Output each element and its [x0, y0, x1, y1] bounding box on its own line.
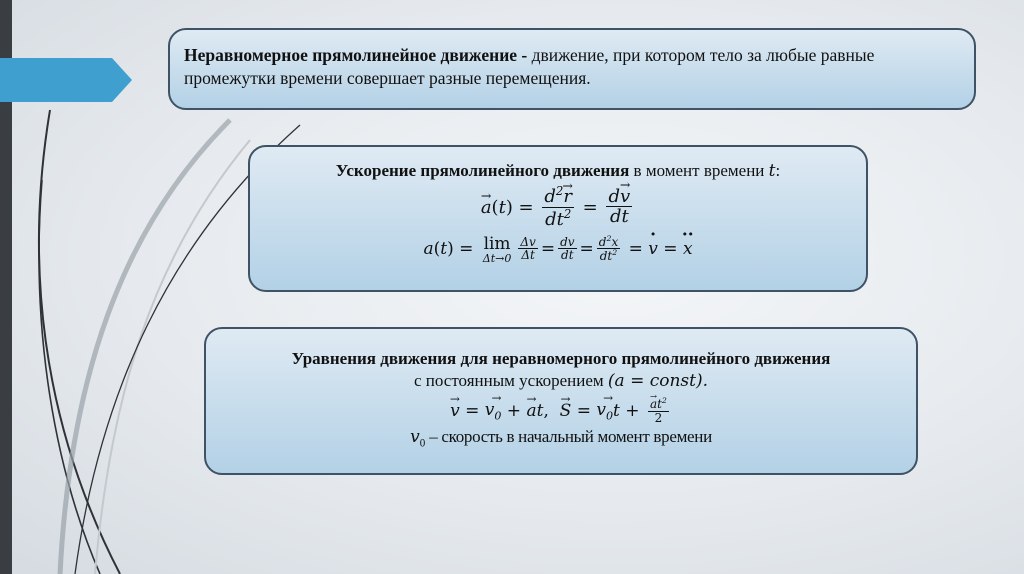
acceleration-heading-bold: Ускорение прямолинейного движения: [335, 161, 630, 180]
acceleration-box: [248, 145, 868, 292]
acceleration-heading-text: в момент времени: [629, 161, 769, 180]
definition-box: [168, 28, 976, 110]
initial-velocity-note: [206, 427, 916, 449]
acceleration-heading-colon: :: [775, 161, 781, 180]
initial-velocity-var: v: [410, 426, 420, 447]
definition-term: Неравномерное прямолинейное движение -: [184, 45, 532, 65]
acceleration-heading-var: t: [768, 161, 776, 181]
equations-box: [204, 327, 918, 475]
acceleration-heading: [250, 161, 866, 181]
slide-arrow-marker: [0, 58, 132, 102]
initial-velocity-sub: 0: [419, 437, 426, 450]
acceleration-scalar-formula: a ( t ) = lim Δt→0 $\frac{\Delta v}{\Delta t}$ = $\frac{dv}{dt}$ = $\frac{d^2x}{dt^2}$ = · v = ·· x: [250, 234, 866, 265]
equations-subheading-formula: (a = const).: [607, 371, 709, 391]
equations-subheading: [206, 371, 916, 391]
acceleration-vector-formula: → a ( t ) = $\frac{d^2\to r}{dt^2}$ = $\frac{d\to v}{dt}$: [250, 185, 866, 230]
initial-velocity-text: – скорость в начальный момент времени: [425, 426, 712, 446]
motion-equations-formula: → v = → $v_0$ + → a t , → S = → $v_0$ t + → $\frac{at^2}{2}$: [206, 397, 916, 425]
equations-subheading-text: с постоянным ускорением: [413, 371, 608, 390]
equations-heading: Уравнения движения для неравномерного прямолинейного движения: [291, 349, 831, 368]
definition-text: движение, при котором тело за любые равные промежутки времени совершает разные перемещения.: [184, 45, 875, 88]
